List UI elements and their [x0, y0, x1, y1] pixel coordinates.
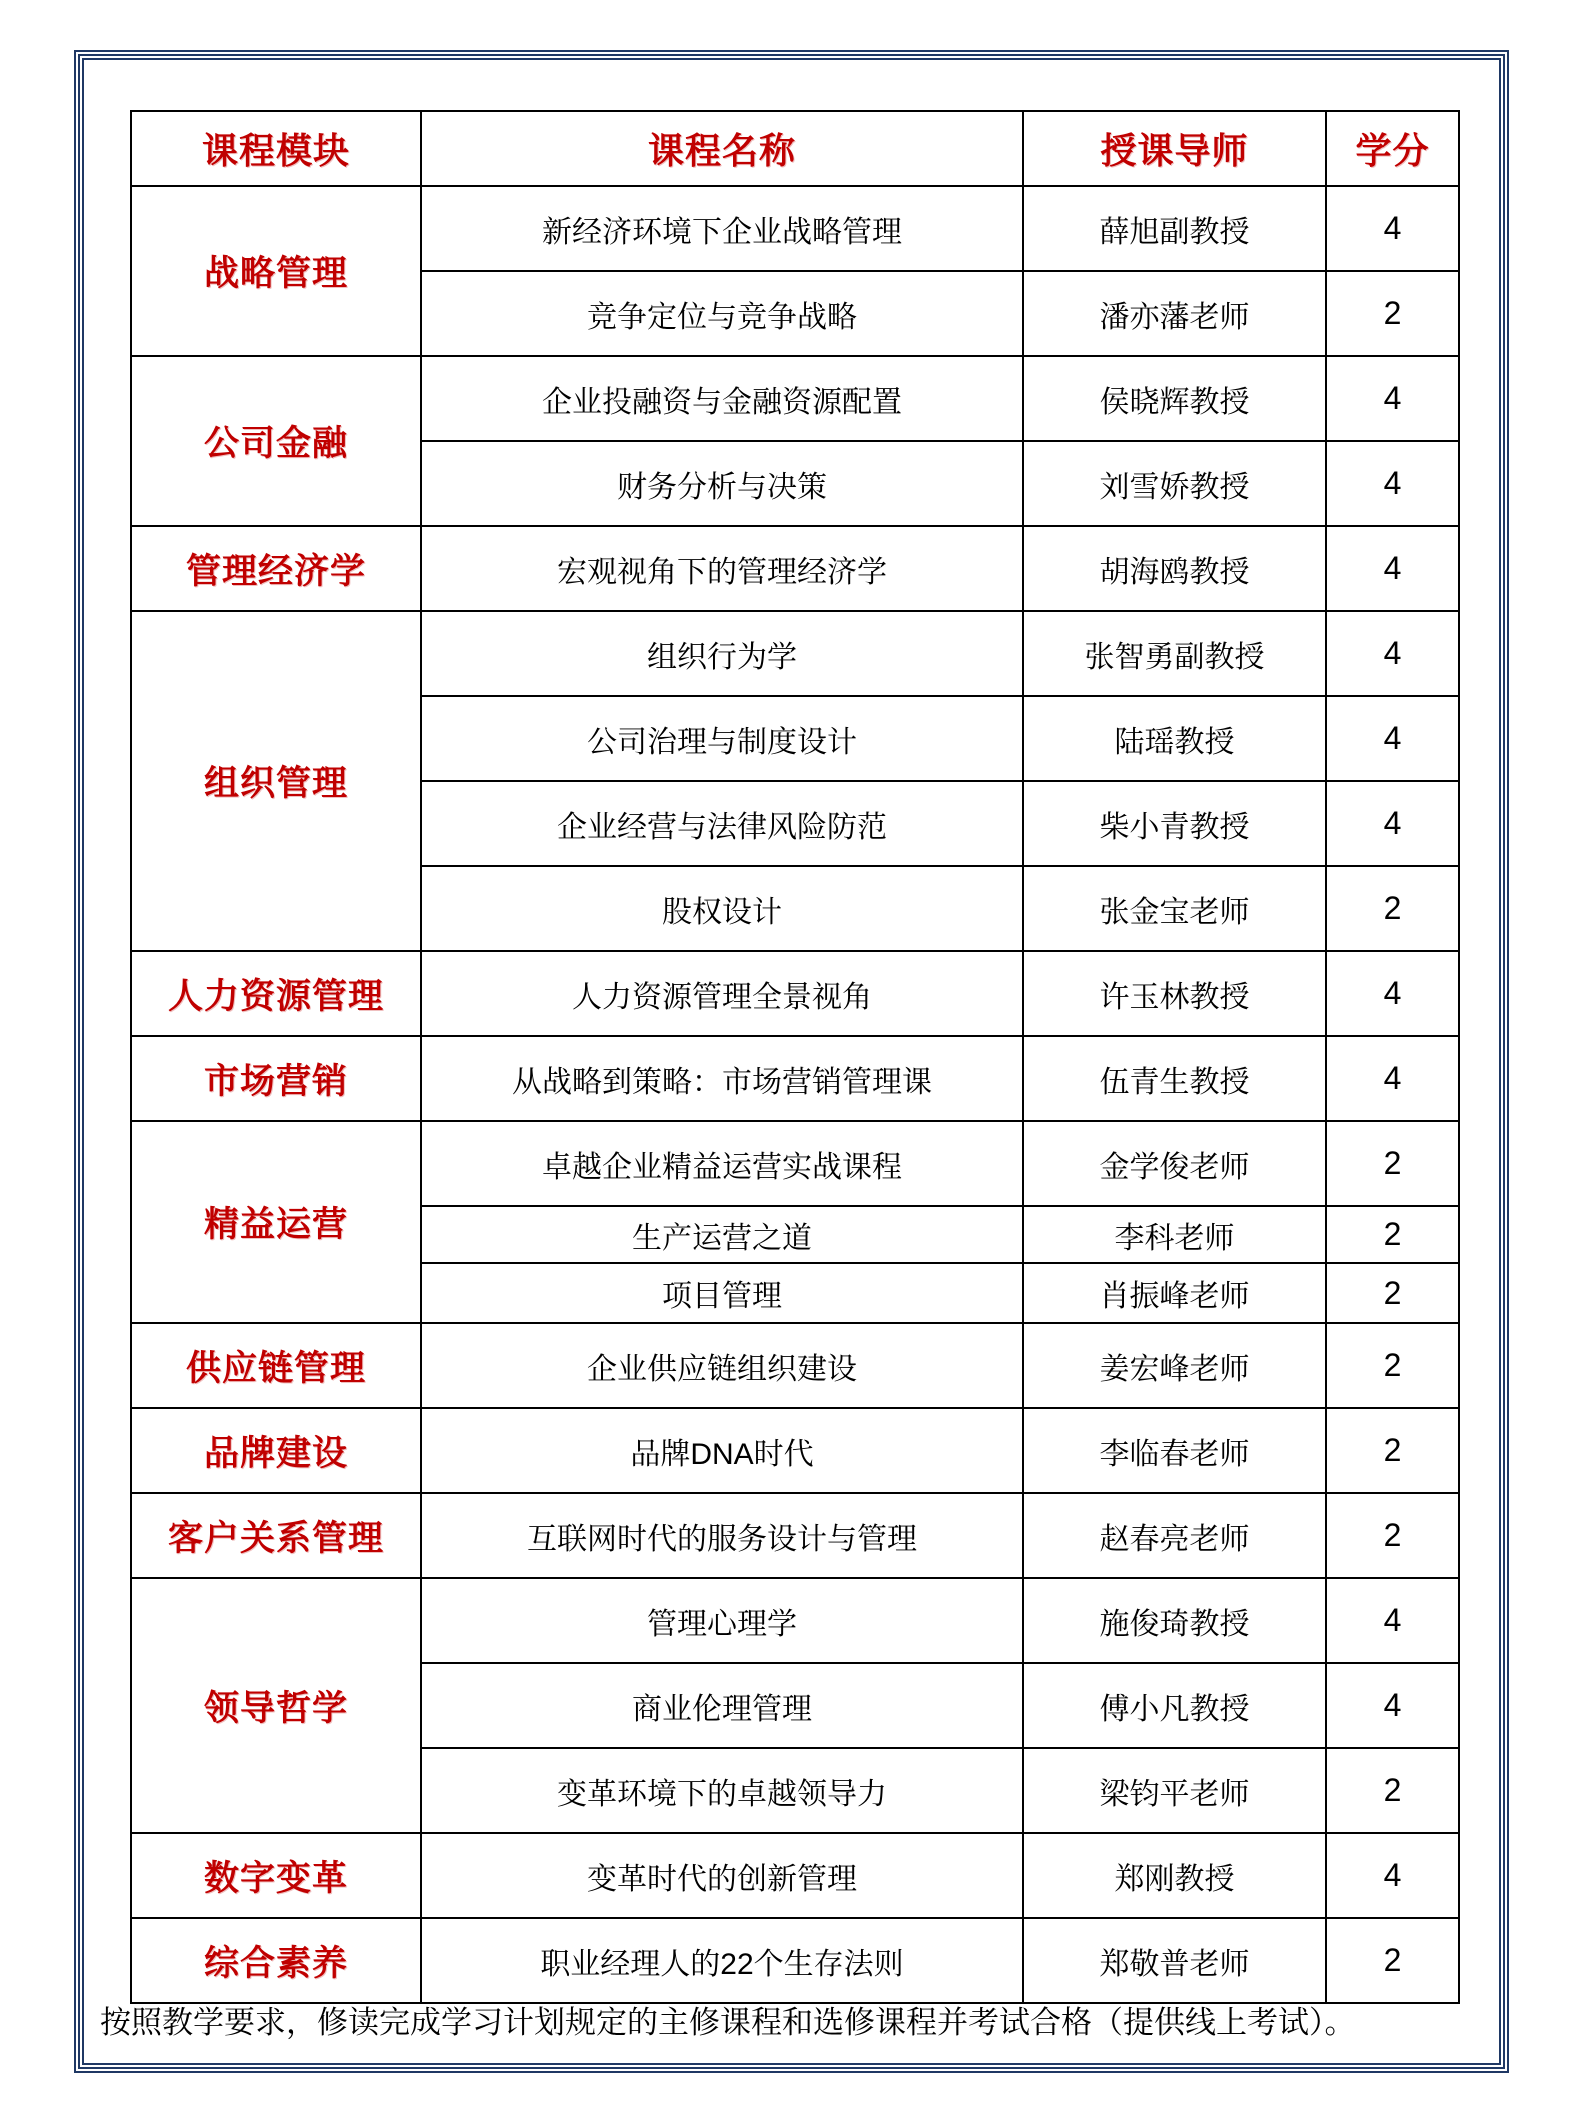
footer-note: 按照教学要求，修读完成学习计划规定的主修课程和选修课程并考试合格（提供线上考试）。	[100, 2005, 1356, 2040]
module-cell: 数字变革	[131, 1833, 421, 1918]
module-cell: 领导哲学	[131, 1578, 421, 1833]
instructor-cell: 傅小凡教授	[1023, 1663, 1326, 1748]
credits-cell: 4	[1326, 1833, 1459, 1918]
credits-cell: 2	[1326, 1121, 1459, 1206]
credits-cell: 4	[1326, 441, 1459, 526]
table-row	[131, 356, 1459, 441]
credits-cell: 4	[1326, 781, 1459, 866]
instructor-cell: 柴小青教授	[1023, 781, 1326, 866]
credits-cell: 2	[1326, 1263, 1459, 1323]
instructor-cell: 伍青生教授	[1023, 1036, 1326, 1121]
course-cell: 财务分析与决策	[421, 441, 1023, 526]
credits-cell: 2	[1326, 1206, 1459, 1263]
module-cell: 人力资源管理	[131, 951, 421, 1036]
instructor-cell: 李科老师	[1023, 1206, 1326, 1263]
instructor-cell: 张智勇副教授	[1023, 611, 1326, 696]
instructor-cell: 金学俊老师	[1023, 1121, 1326, 1206]
table-row	[131, 611, 1459, 696]
instructor-cell: 胡海鸥教授	[1023, 526, 1326, 611]
course-cell: 商业伦理管理	[421, 1663, 1023, 1748]
instructor-cell: 姜宏峰老师	[1023, 1323, 1326, 1408]
table-row	[131, 1036, 1459, 1121]
instructor-cell: 陆瑶教授	[1023, 696, 1326, 781]
credits-cell: 4	[1326, 696, 1459, 781]
course-cell: 变革时代的创新管理	[421, 1833, 1023, 1918]
course-cell: 项目管理	[421, 1263, 1023, 1323]
course-cell: 组织行为学	[421, 611, 1023, 696]
credits-cell: 4	[1326, 611, 1459, 696]
table-row	[131, 951, 1459, 1036]
instructor-cell: 侯晓辉教授	[1023, 356, 1326, 441]
course-cell: 生产运营之道	[421, 1206, 1023, 1263]
header-course-module: 课程模块	[131, 111, 421, 186]
course-cell: 企业经营与法律风险防范	[421, 781, 1023, 866]
instructor-cell: 刘雪娇教授	[1023, 441, 1326, 526]
course-cell: 人力资源管理全景视角	[421, 951, 1023, 1036]
course-cell: 企业投融资与金融资源配置	[421, 356, 1023, 441]
course-cell: 职业经理人的22个生存法则	[421, 1918, 1023, 2003]
module-cell: 供应链管理	[131, 1323, 421, 1408]
course-cell: 互联网时代的服务设计与管理	[421, 1493, 1023, 1578]
credits-cell: 4	[1326, 1578, 1459, 1663]
table-row	[131, 186, 1459, 271]
header-instructor: 授课导师	[1023, 111, 1326, 186]
course-cell: 品牌DNA时代	[421, 1408, 1023, 1493]
instructor-cell: 郑敬普老师	[1023, 1918, 1326, 2003]
instructor-cell: 郑刚教授	[1023, 1833, 1326, 1918]
table-header-row	[131, 111, 1459, 186]
table-row	[131, 1493, 1459, 1578]
credits-cell: 4	[1326, 526, 1459, 611]
credits-cell: 2	[1326, 1323, 1459, 1408]
table-row	[131, 1323, 1459, 1408]
credits-cell: 2	[1326, 866, 1459, 951]
module-cell: 综合素养	[131, 1918, 421, 2003]
instructor-cell: 梁钧平老师	[1023, 1748, 1326, 1833]
course-cell: 变革环境下的卓越领导力	[421, 1748, 1023, 1833]
table-row	[131, 526, 1459, 611]
table-row	[131, 1918, 1459, 2003]
credits-cell: 4	[1326, 1036, 1459, 1121]
course-cell: 股权设计	[421, 866, 1023, 951]
instructor-cell: 潘亦藩老师	[1023, 271, 1326, 356]
table-row	[131, 1121, 1459, 1206]
course-cell: 宏观视角下的管理经济学	[421, 526, 1023, 611]
instructor-cell: 张金宝老师	[1023, 866, 1326, 951]
module-cell: 品牌建设	[131, 1408, 421, 1493]
module-cell: 客户关系管理	[131, 1493, 421, 1578]
credits-cell: 4	[1326, 356, 1459, 441]
module-cell: 公司金融	[131, 356, 421, 526]
credits-cell: 4	[1326, 951, 1459, 1036]
table-row	[131, 1408, 1459, 1493]
credits-cell: 4	[1326, 186, 1459, 271]
module-cell: 市场营销	[131, 1036, 421, 1121]
credits-cell: 2	[1326, 271, 1459, 356]
module-cell: 管理经济学	[131, 526, 421, 611]
module-cell: 战略管理	[131, 186, 421, 356]
course-cell: 竞争定位与竞争战略	[421, 271, 1023, 356]
curriculum-table	[130, 110, 1460, 2004]
credits-cell: 2	[1326, 1748, 1459, 1833]
course-cell: 卓越企业精益运营实战课程	[421, 1121, 1023, 1206]
module-cell: 组织管理	[131, 611, 421, 951]
credits-cell: 2	[1326, 1408, 1459, 1493]
instructor-cell: 李临春老师	[1023, 1408, 1326, 1493]
instructor-cell: 许玉林教授	[1023, 951, 1326, 1036]
course-cell: 公司治理与制度设计	[421, 696, 1023, 781]
header-course-name: 课程名称	[421, 111, 1023, 186]
instructor-cell: 肖振峰老师	[1023, 1263, 1326, 1323]
course-cell: 新经济环境下企业战略管理	[421, 186, 1023, 271]
instructor-cell: 施俊琦教授	[1023, 1578, 1326, 1663]
course-cell: 从战略到策略：市场营销管理课	[421, 1036, 1023, 1121]
header-credits: 学分	[1326, 111, 1459, 186]
course-cell: 管理心理学	[421, 1578, 1023, 1663]
course-cell: 企业供应链组织建设	[421, 1323, 1023, 1408]
module-cell: 精益运营	[131, 1121, 421, 1323]
credits-cell: 4	[1326, 1663, 1459, 1748]
table-row	[131, 1578, 1459, 1663]
credits-cell: 2	[1326, 1493, 1459, 1578]
instructor-cell: 薛旭副教授	[1023, 186, 1326, 271]
credits-cell: 2	[1326, 1918, 1459, 2003]
table-row	[131, 1833, 1459, 1918]
instructor-cell: 赵春亮老师	[1023, 1493, 1326, 1578]
